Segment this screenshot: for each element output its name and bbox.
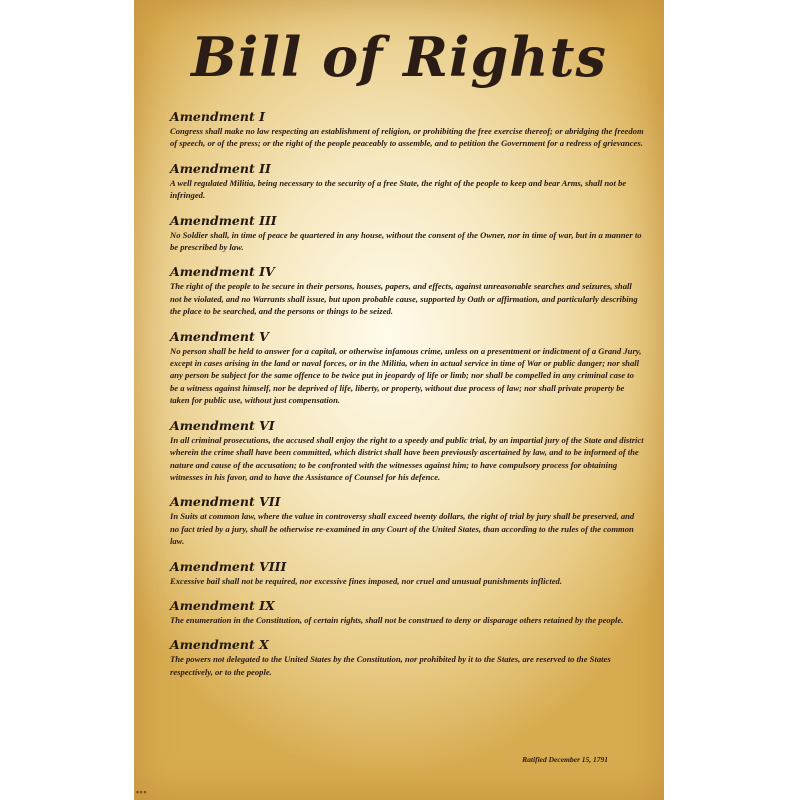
- amendment-heading: Amendment X: [170, 637, 269, 653]
- bill-of-rights-poster: [134, 0, 664, 800]
- amendment-heading: Amendment II: [170, 160, 271, 176]
- amendment-heading: Amendment VI: [170, 417, 275, 433]
- amendment-5: [170, 330, 644, 407]
- amendment-heading: Amendment III: [170, 212, 277, 228]
- amendment-10: [170, 638, 644, 678]
- amendment-heading: Amendment IV: [170, 264, 275, 280]
- amendment-text: In Suits at common law, where the value in controversy shall exceed twenty dollars, the right of trial by jury shall be preserved, and no fact tried by a jury, shall be otherwise re-examined in any Court of the United States, than according to the rules of the common law.: [170, 511, 635, 547]
- amendment-text: In all criminal prosecutions, the accused shall enjoy the right to a speedy and public trial, by an impartial jury of the State and district wherein the crime shall have been committed, which district shall have been previously ascertained by law, and to be informed of the nature and cause of the accusation; to be confronted with the witnesses against him; to have compulsory process for obtaining witnesses in his favor, and to have the Assistance of Counsel for his defence.: [170, 434, 644, 482]
- amendment-7: [170, 495, 644, 547]
- amendment-8: [170, 560, 644, 587]
- amendment-text: A well regulated Militia, being necessary to the security of a free State, the right of the people to keep and bear Arms, shall not be infringed.: [170, 177, 627, 201]
- amendment-6: [170, 419, 644, 484]
- amendment-4: [170, 265, 644, 317]
- amendment-heading: Amendment I: [170, 109, 265, 124]
- poster-title: Bill of Rights: [191, 25, 607, 89]
- amendment-9: [170, 599, 644, 626]
- amendment-text: Congress shall make no law respecting an establishment of religion, or prohibiting the free exercise thereof; or abridging the freedom of speech, or of the press; or the right of the people peaceably to assemble, and to petition the Government for a redress of grievances.: [170, 126, 644, 149]
- amendment-2: [170, 162, 644, 202]
- amendment-text: No person shall be held to answer for a capital, or otherwise infamous crime, unless on a presentment or indictment of a Grand Jury, except in cases arising in the land or naval forces, or in the Militia, when in actual service in time of War or public danger; nor shall any person be subject for the same offence to be twice put in jeopardy of life or limb; nor shall be compelled in any criminal case to be a witness against himself, nor be deprived of life, liberty, or property, without due process of law; nor shall private property be taken for public use, without just compensation.: [170, 345, 642, 406]
- ratified-date: Ratified December 15, 1791: [522, 755, 608, 764]
- amendment-heading: Amendment V: [170, 328, 269, 344]
- amendment-1: [170, 110, 644, 150]
- amendment-text: Excessive bail shall not be required, nor excessive fines imposed, nor cruel and unusual punishments inflicted.: [170, 575, 563, 586]
- publisher-fineprint: ■ ■ ■: [136, 790, 147, 794]
- amendments-list: [170, 110, 644, 678]
- amendment-heading: Amendment IX: [170, 597, 275, 613]
- amendment-text: The enumeration in the Constitution, of certain rights, shall not be construed to deny or disparage others retained by the people.: [170, 614, 624, 625]
- amendment-3: [170, 214, 644, 254]
- amendment-heading: Amendment VII: [170, 494, 281, 510]
- amendment-text: No Soldier shall, in time of peace be quartered in any house, without the consent of the Owner, nor in time of war, but in a manner to be prescribed by law.: [170, 229, 642, 253]
- amendment-heading: Amendment VIII: [170, 558, 287, 574]
- amendment-text: The powers not delegated to the United States by the Constitution, nor prohibited by it to the States, are reserved to the States respectively, or to the people.: [170, 654, 611, 677]
- amendment-text: The right of the people to be secure in their persons, houses, papers, and effects, against unreasonable searches and seizures, shall not be violated, and no Warrants shall issue, but upon probable cause, supported by Oath or affirmation, and particularly describing the place to be searched, and the persons or things to be seized.: [170, 281, 638, 317]
